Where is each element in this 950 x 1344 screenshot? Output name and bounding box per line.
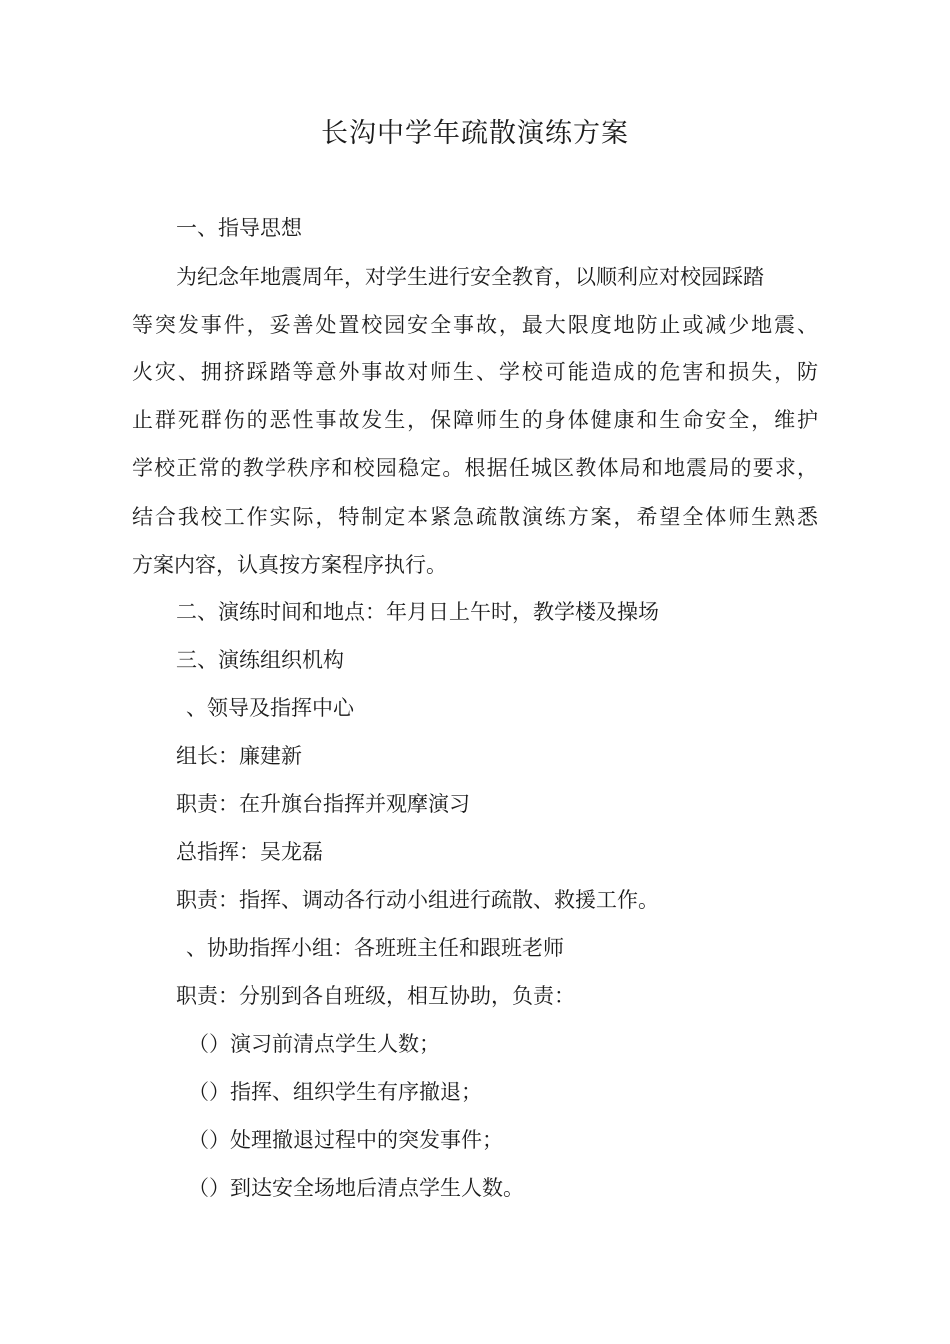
paragraph-line: 止群死群伤的恶性事故发生，保障师生的身体健康和生命安全，维护 [132,408,818,432]
commander-duty-line: 职责：指挥、调动各行动小组进行疏散、救援工作。 [176,888,659,912]
assist-duty-line: 职责：分别到各自班级，相互协助，负责： [176,984,575,1008]
document-title: 长沟中学年疏散演练方案 [321,118,629,149]
paragraph-line: 为纪念年地震周年，对学生进行安全教育，以顺利应对校园踩踏 [176,265,764,289]
paragraph-line: 方案内容，认真按方案程序执行。 [132,553,447,577]
commander-line: 总指挥：吴龙磊 [176,840,323,864]
leader-line: 组长：廉建新 [176,744,302,768]
subsection-assist-heading: 、协助指挥小组：各班班主任和跟班老师 [186,936,564,960]
duty-list-item: （）指挥、组织学生有序撤退； [188,1080,482,1104]
leader-duty-line: 职责：在升旗台指挥并观摩演习 [176,792,470,816]
duty-list-item: （）演习前清点学生人数； [188,1032,440,1056]
section-1-heading: 一、指导思想 [176,216,302,240]
duty-list-item: （）处理撤退过程中的突发事件； [188,1128,503,1152]
paragraph-line: 等突发事件，妥善处置校园安全事故，最大限度地防止或减少地震、 [132,313,818,337]
paragraph-line: 学校正常的教学秩序和校园稳定。根据任城区教体局和地震局的要求， [132,456,818,480]
duty-list-item: （）到达安全场地后清点学生人数。 [188,1176,524,1200]
subsection-leadership-heading: 、领导及指挥中心 [186,696,354,720]
section-3-heading: 三、演练组织机构 [176,648,344,672]
section-2-heading: 二、演练时间和地点：年月日上午时，教学楼及操场 [176,600,659,624]
paragraph-line: 结合我校工作实际，特制定本紧急疏散演练方案，希望全体师生熟悉 [132,505,818,529]
paragraph-line: 火灾、拥挤踩踏等意外事故对师生、学校可能造成的危害和损失，防 [132,360,818,384]
